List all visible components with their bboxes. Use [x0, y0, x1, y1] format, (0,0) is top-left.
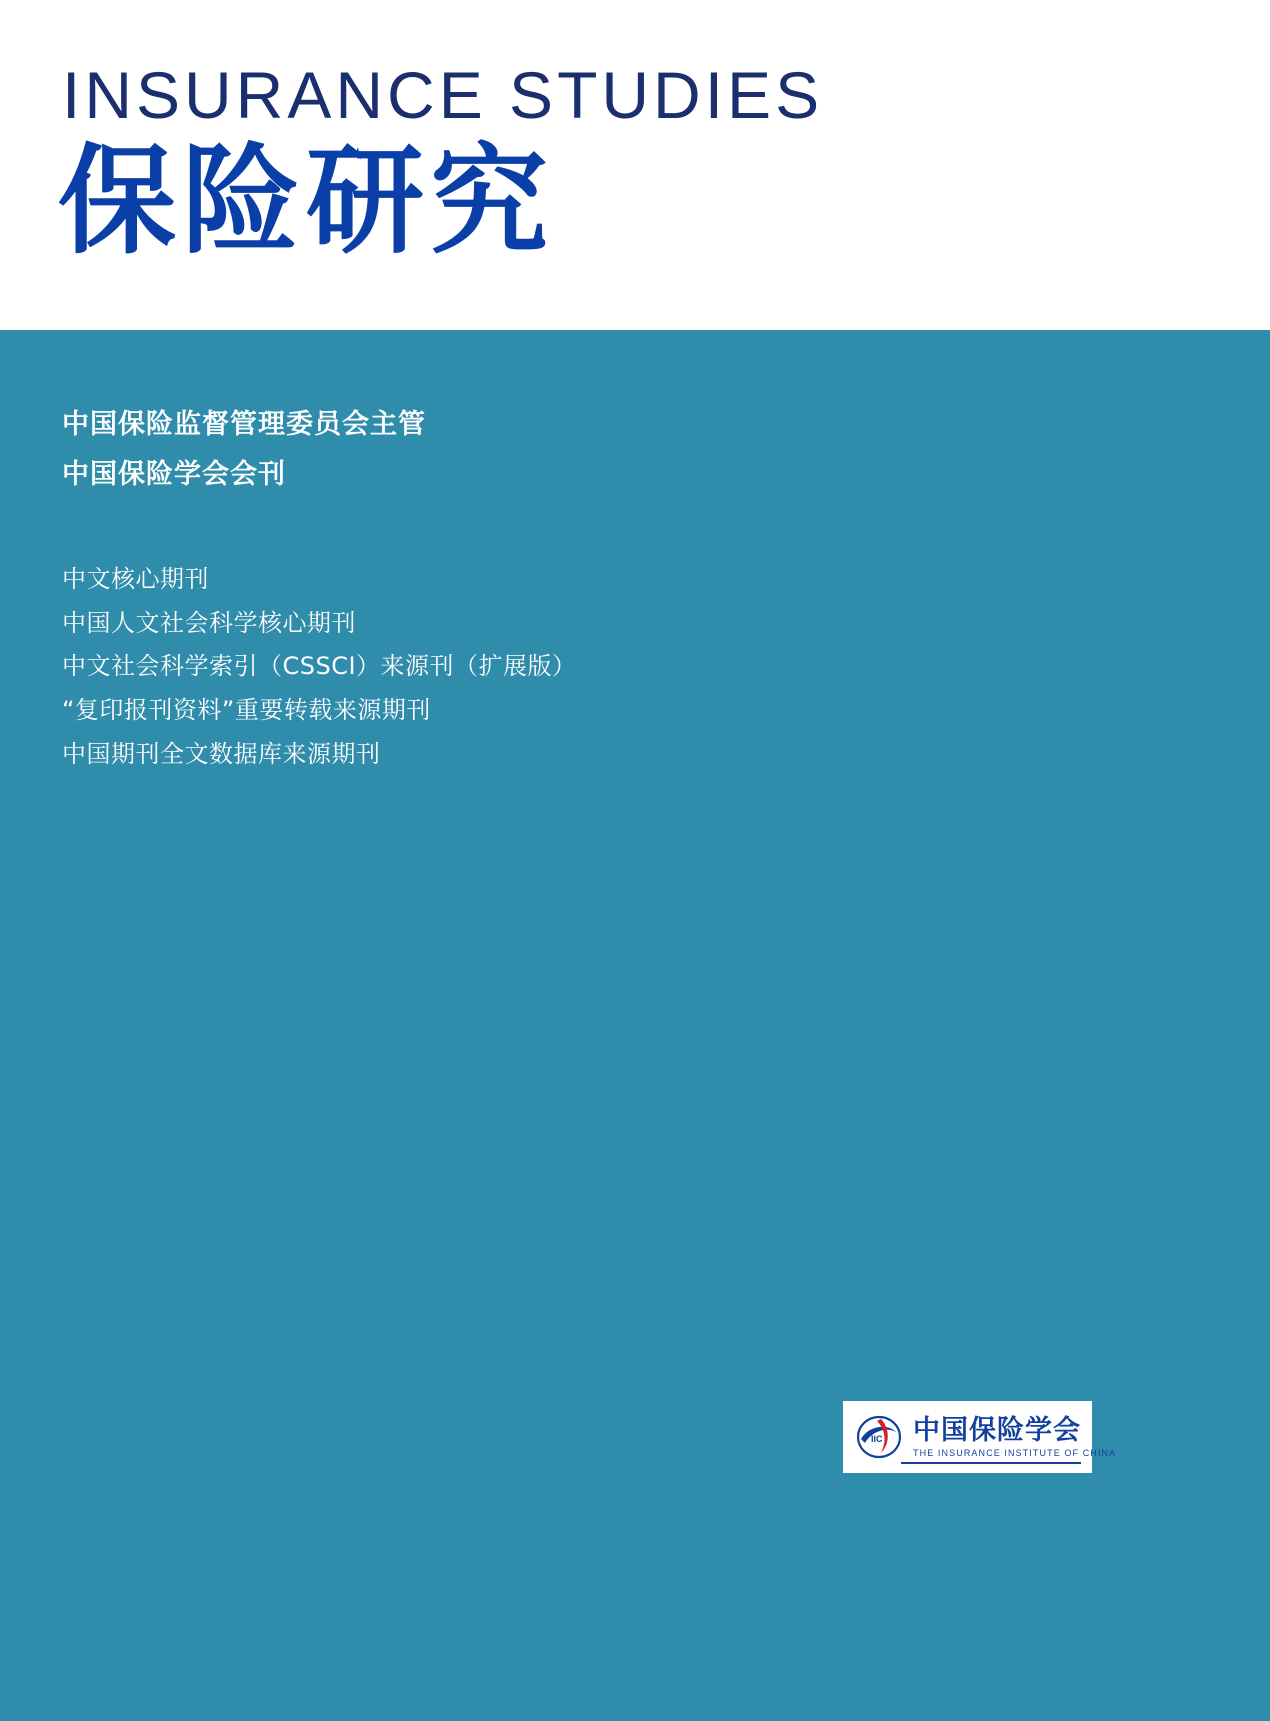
- journal-title-english: INSURANCE STUDIES: [62, 58, 824, 132]
- index-line: 中国人文社会科学核心期刊: [62, 608, 356, 637]
- masthead: [0, 0, 1270, 330]
- index-line: 中文社会科学索引（CSSCI）来源刊（扩展版）: [62, 652, 577, 681]
- cover-body-panel: [0, 330, 1270, 1721]
- journal-title-chinese: 保险研究: [58, 132, 555, 270]
- index-listing-block: [62, 558, 577, 776]
- logo-underline: [901, 1462, 1081, 1464]
- index-line: 中文核心期刊: [62, 565, 209, 593]
- index-line: 中国期刊全文数据库来源期刊: [62, 739, 381, 768]
- sponsor-line: 中国保险学会会刊: [62, 458, 286, 490]
- publisher-name-chinese: 中国保险学会: [913, 1414, 1081, 1446]
- iic-emblem-icon: [851, 1409, 907, 1465]
- publisher-name-english: THE INSURANCE INSTITUTE OF CHINA: [913, 1448, 1117, 1459]
- sponsor-line: 中国保险监督管理委员会主管: [62, 409, 426, 440]
- svg-text:IIC: IIC: [871, 1434, 883, 1444]
- publisher-logo-badge: [843, 1401, 1117, 1473]
- index-line: “复印报刊资料”重要转载来源期刊: [62, 696, 431, 725]
- sponsor-block: [62, 400, 426, 500]
